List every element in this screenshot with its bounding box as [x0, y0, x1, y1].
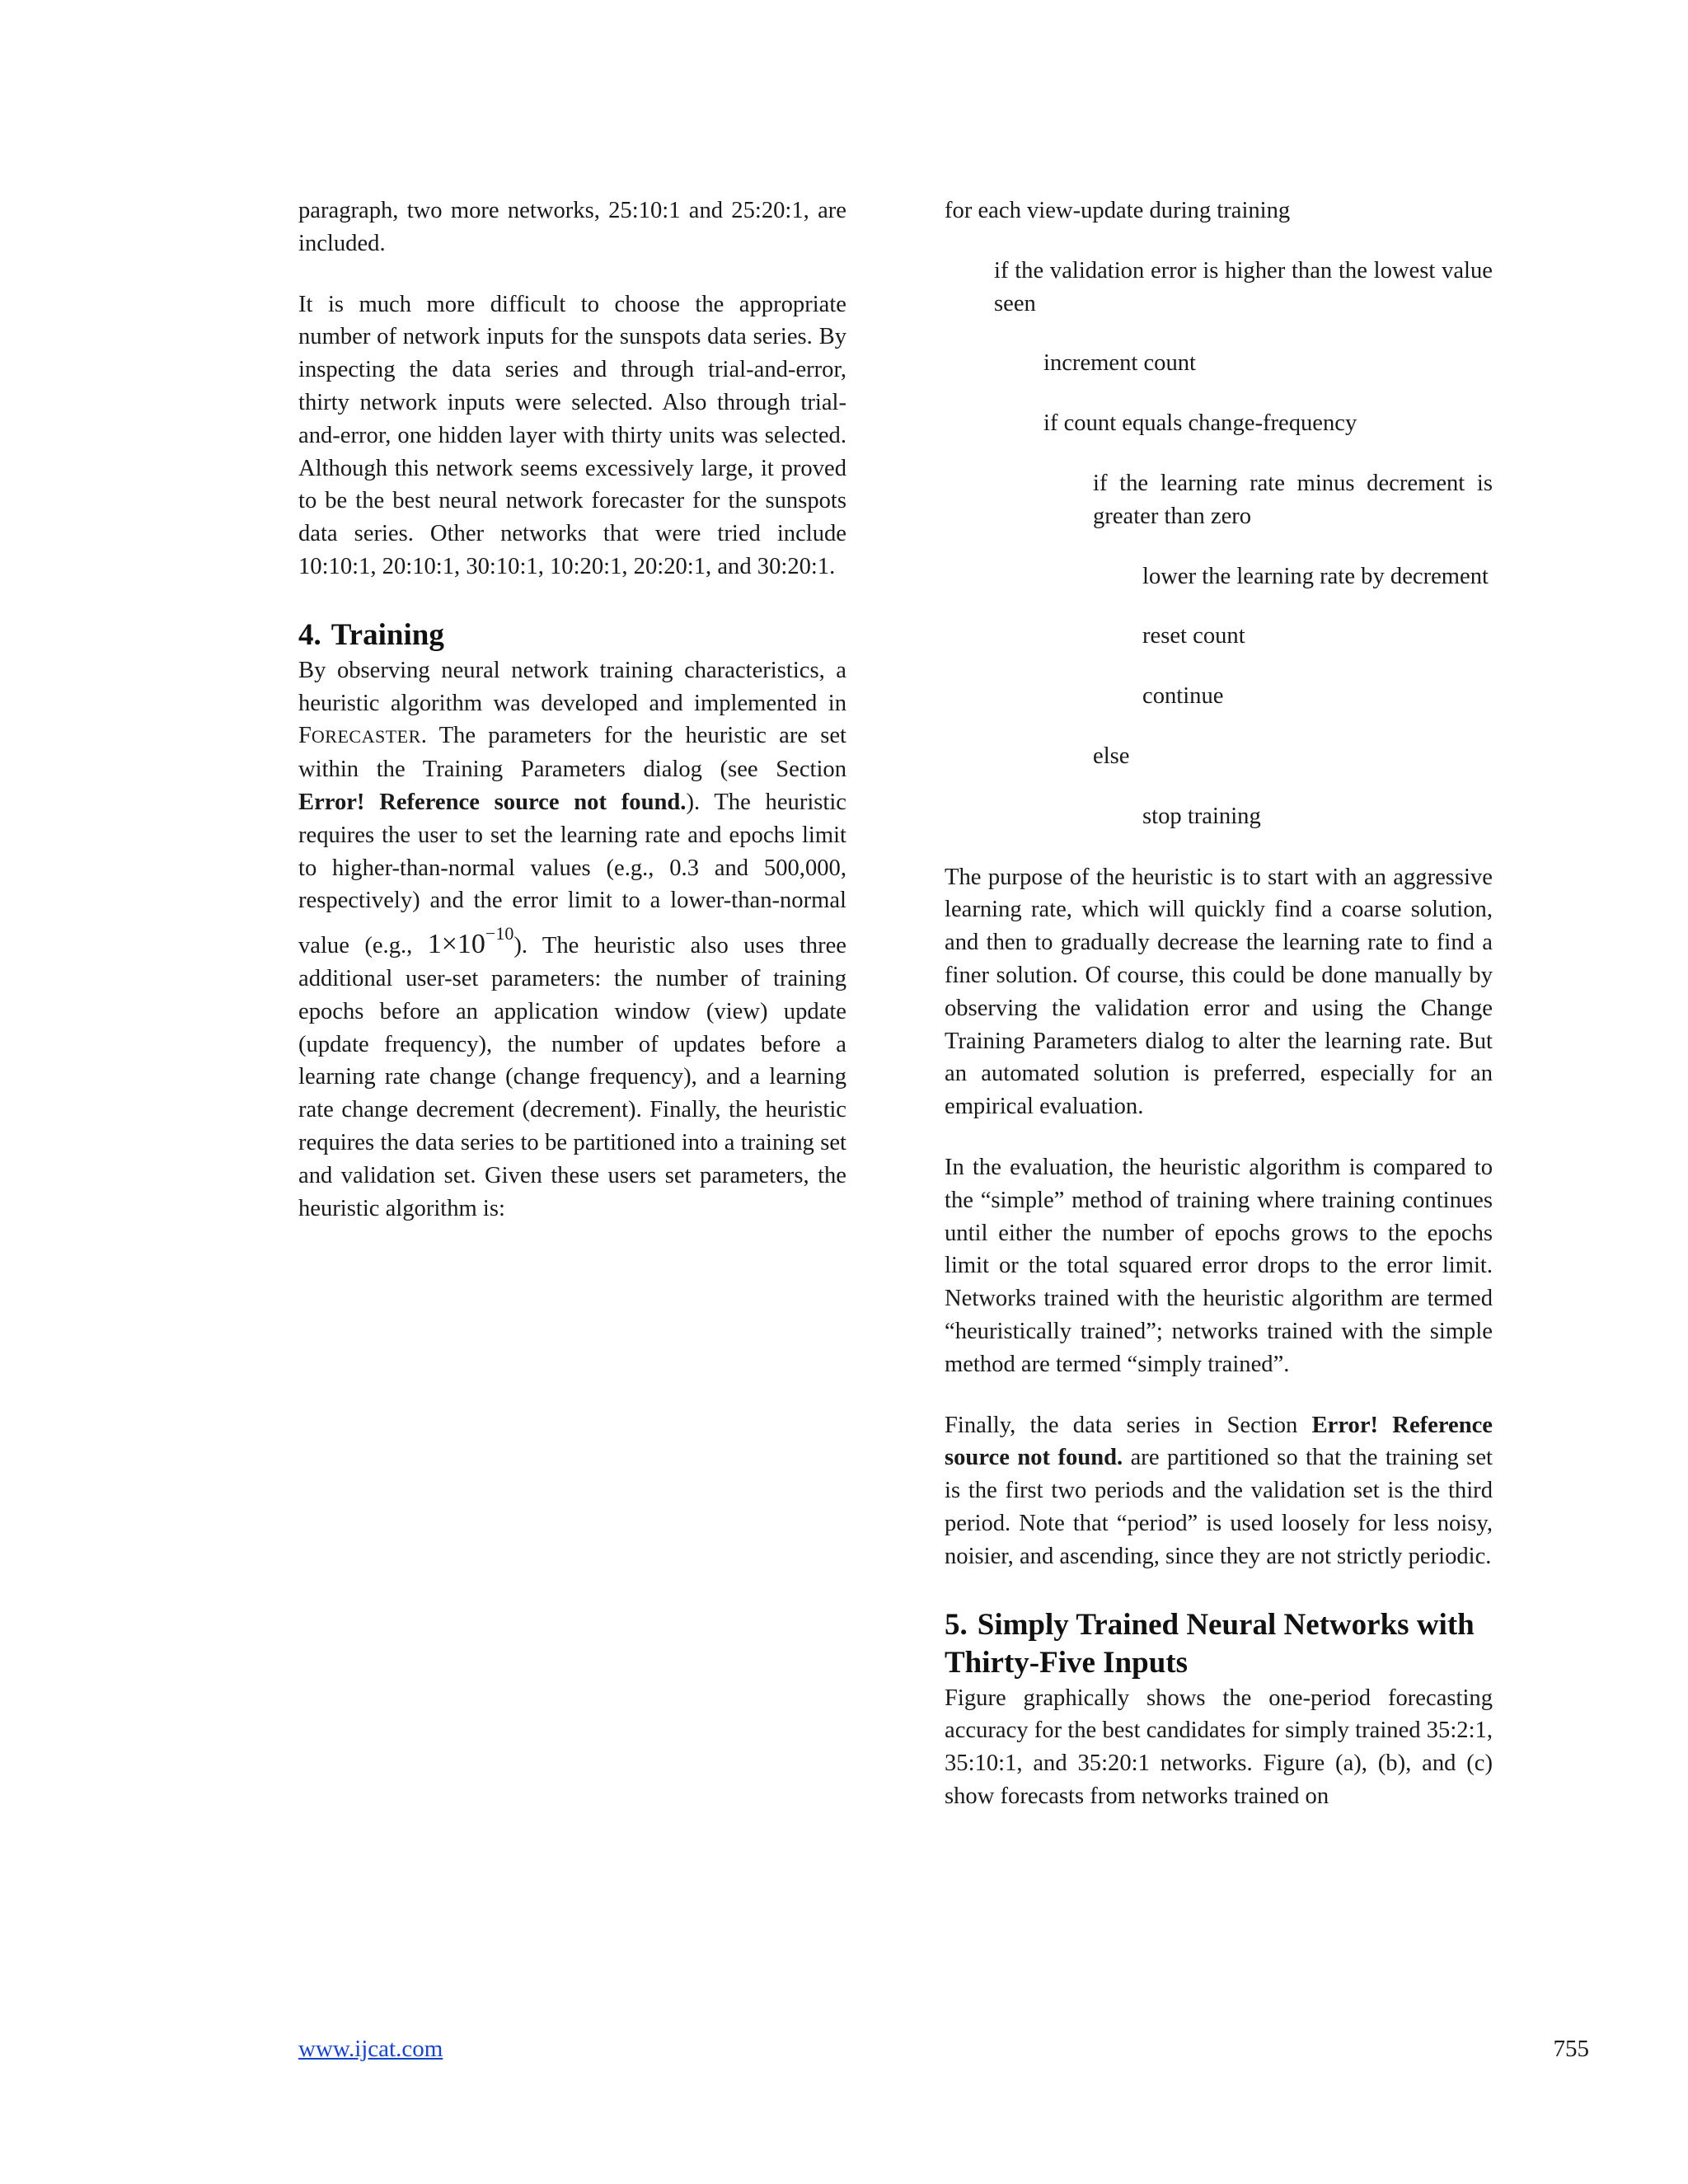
- algo-line: if the validation error is higher than the lowest value seen: [994, 257, 1493, 316]
- section-4-number: 4.: [298, 617, 321, 652]
- algo-line: reset count: [1142, 623, 1245, 649]
- journal-link[interactable]: www.ijcat.com: [298, 2036, 443, 2062]
- training-text-1: By observing neural network training characteristics, a heuristic algorithm was developed and implemented in: [298, 657, 846, 716]
- algo-line: if the learning rate minus decrement is greater than zero: [1093, 470, 1493, 529]
- algo-line: else: [1093, 743, 1130, 769]
- partition-text-1: Finally, the data series in Section: [945, 1412, 1312, 1438]
- math-base: 1×10: [427, 929, 485, 960]
- paragraph-training-heuristic: [298, 654, 846, 1226]
- forecaster-initial: F: [298, 723, 312, 749]
- paragraph-partition: [945, 1409, 1493, 1573]
- training-text-3: ). The heuristic requires the user to set the learning rate and epochs limit to higher-than-normal values (e.g., 0.3 and 500,000, respectively) and the error limit to a lower-than-normal value (e.g.,: [298, 789, 846, 959]
- forecaster-smallcaps: ORECASTER: [311, 726, 421, 748]
- error-reference-left: Error! Reference source not found.: [298, 789, 687, 815]
- paragraph-evaluation: In the evaluation, the heuristic algorithm is compared to the “simple” method of training where training continues until either the number of epochs grows to the epochs limit or the total squared error drops to the error limit. Networks trained with the heuristic algorithm are termed “heuristically trained”; networks trained with the simple method are termed “simply trained”.: [945, 1154, 1493, 1377]
- section-4-heading: [298, 616, 846, 654]
- partition-text-2: are partitioned so that the training set is the first two periods and the validation set is the third period. Note that “period” is used loosely for less noisy, noisier, and ascending, since they are not strictly periodic.: [945, 1445, 1493, 1569]
- paragraph-purpose: The purpose of the heuristic is to start with an aggressive learning rate, which will quickly find a coarse solution, and then to gradually decrease the learning rate to find a finer solution. Of course, this could be done manually by observing the validation error and using the Change Training Parameters dialog to alter the learning rate. But an automated solution is preferred, especially for an empirical evaluation.: [945, 864, 1493, 1120]
- algo-line: if count equals change-frequency: [1043, 410, 1357, 437]
- math-exponent: −10: [485, 923, 514, 944]
- algo-line: for each view-update during training: [945, 198, 1291, 223]
- training-text-2: . The parameters for the heuristic are set within the Training Parameters dialog (see Section: [298, 723, 846, 783]
- algo-line: stop training: [1142, 803, 1261, 829]
- algo-line: continue: [1142, 683, 1224, 710]
- training-text-4: ). The heuristic also uses three additional user-set parameters: the number of training epochs before an application window (view) update (update frequency), the number of updates before a learning rate change (change frequency), and a learning rate change decrement (decrement). Finally, the heuristic requires the data series to be partitioned into a training set and validation set. Given these users set parameters, the heuristic algorithm is:: [298, 933, 846, 1221]
- algo-line: increment count: [1043, 350, 1196, 377]
- paragraph-continuation: paragraph, two more networks, 25:10:1 and 25:20:1, are included.: [298, 198, 846, 256]
- section-5-heading: [945, 1606, 1493, 1682]
- math-error-limit: [427, 923, 514, 960]
- algo-line: lower the learning rate by decrement: [1142, 563, 1489, 589]
- page-number: 755: [1553, 2036, 1589, 2062]
- heuristic-algorithm: [945, 194, 1493, 833]
- section-5-title: Simply Trained Neural Networks with Thirty-Five Inputs: [945, 1607, 1475, 1680]
- error-reference-right: Error! Reference source not found.: [945, 1412, 1493, 1471]
- section-5-number: 5.: [945, 1607, 968, 1642]
- paragraph-sunspots-inputs: It is much more difficult to choose the appropriate number of network inputs for the sunspots data series. By inspecting the data series and through trial-and-error, thirty network inputs were selected. Also through trial-and-error, one hidden layer with thirty units was selected. Although this network seems excessively large, it proved to be the best neural network forecaster for the sunspots data series. Other networks that were tried include 10:10:1, 20:10:1, 30:10:1, 10:20:1, 20:20:1, and 30:20:1.: [298, 291, 846, 579]
- section-4-title: Training: [331, 617, 444, 652]
- right-column: [945, 194, 1493, 1813]
- left-column: [298, 194, 846, 1225]
- paragraph-figure: Figure graphically shows the one-period forecasting accuracy for the best candidates for simply trained 35:2:1, 35:10:1, and 35:20:1 networks. Figure (a), (b), and (c) show forecasts from networks trained on: [945, 1685, 1493, 1809]
